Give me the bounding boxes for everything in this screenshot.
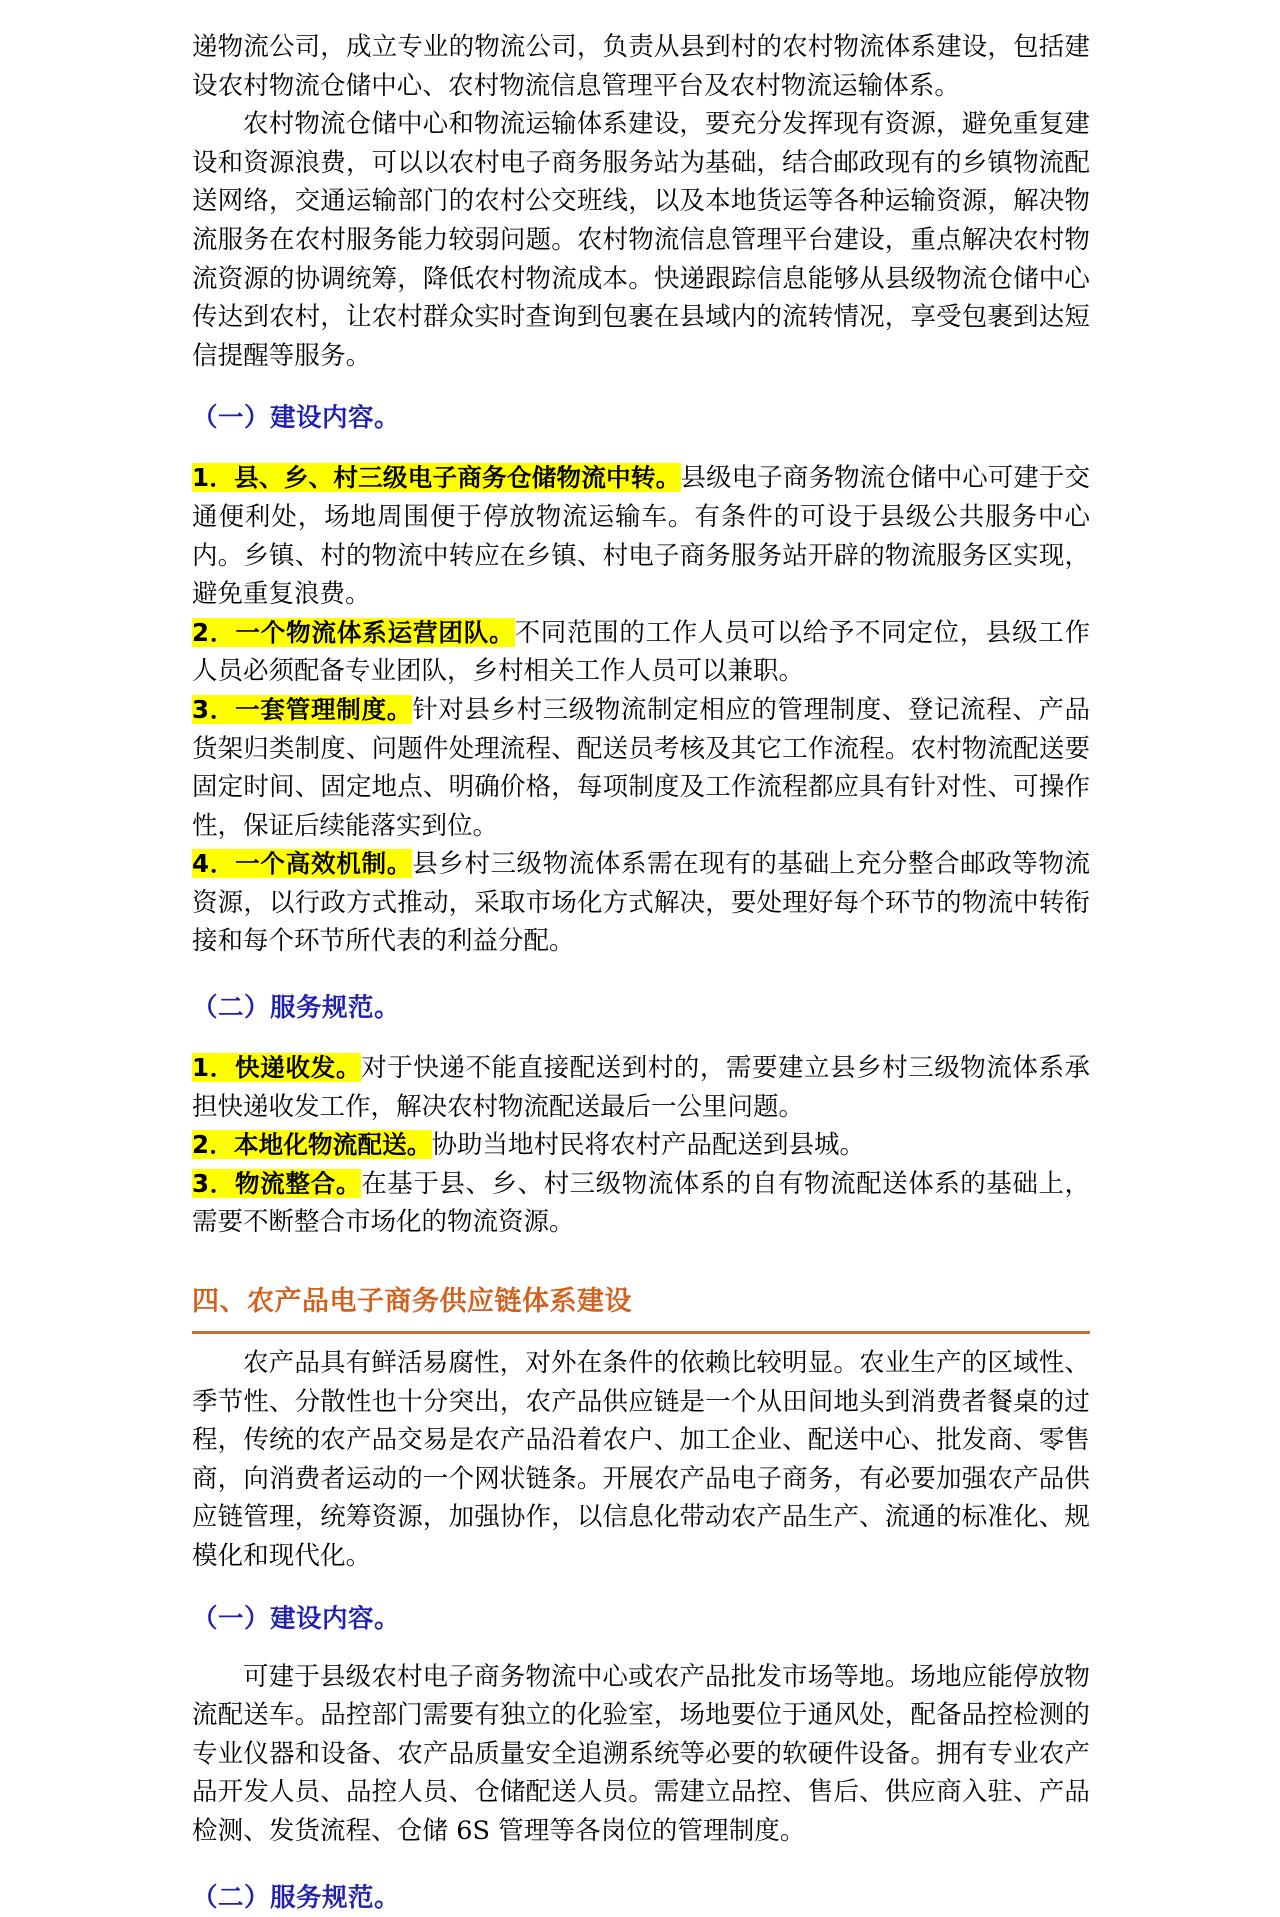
heading-paren: （一） (192, 403, 271, 434)
paragraph-logistics-resources: 农村物流仓储中心和物流运输体系建设，要充分发挥现有资源，避免重复建设和资源浪费，可以以农村电子商务服务站为基础，结合邮政现有的乡镇物流配送网络，交通运输部门的农村公交班线，以及本地货运等各种运输资源，解决物流服务在农村服务能力较弱问题。农村物流信息管理平台建设，重点解决农村物流资源的协调统筹，降低农村物流成本。快递跟踪信息能够从县级物流仓储中心传达到农村，让农村群众实时查询到包裹在县域内的流转情况，享受包裹到达短信提醒等服务。 (192, 109, 1090, 371)
item-marker-highlight: 4．一个高效机制。 (192, 849, 413, 879)
heading-logistics-service-spec (192, 989, 1090, 1027)
heading-supply-chain-service-spec (192, 1879, 1090, 1917)
heading-supply-chain-build-content (192, 1600, 1090, 1638)
list-item (192, 1126, 1090, 1165)
spacer (192, 961, 1090, 989)
item-marker-highlight: 2．本地化物流配送。 (192, 1130, 432, 1160)
list-item (192, 459, 1090, 613)
item-marker-highlight: 1．县、乡、村三级电子商务仓储物流中转。 (192, 463, 681, 493)
paragraph-continuation: 递物流公司，成立专业的物流公司，负责从县到村的农村物流体系建设，包括建设农村物流仓储中心、农村物流信息管理平台及农村物流运输体系。 (192, 32, 1090, 101)
item-marker-highlight: 3．物流整合。 (192, 1168, 362, 1198)
item-body: 协助当地村民将农村产品配送到县城。 (431, 1130, 866, 1161)
heading-supply-chain-section: 四、农产品电子商务供应链体系建设 (192, 1286, 632, 1318)
item-body: 县乡村三级物流体系需在现有的基础上充分整合邮政等物流资源，以行政方式推动，采取市场化方式解决，要处理好每个环节的物流中转衔接和每个环节所代表的利益分配。 (192, 849, 1090, 957)
heading-paren: （一） (192, 1603, 271, 1634)
item-body: 县级电子商务物流仓储中心可建于交通便利处，场地周围便于停放物流运输车。有条件的可设于县级公共服务中心内。乡镇、村的物流中转应在乡镇、村电子商务服务站开辟的物流服务区实现，避免重复浪费。 (192, 463, 1090, 610)
spacer (192, 437, 1090, 459)
list-item (192, 1049, 1090, 1126)
list-item (192, 1165, 1090, 1242)
item-marker-highlight: 1．快递收发。 (192, 1053, 362, 1083)
spacer (192, 1242, 1090, 1282)
item-marker-highlight: 2．一个物流体系运营团队。 (192, 617, 515, 647)
list-item (192, 691, 1090, 845)
list-item (192, 845, 1090, 961)
heading-paren: （二） (192, 993, 271, 1024)
spacer (192, 1334, 1090, 1344)
heading-label: 服务规范。 (270, 1882, 401, 1913)
heading-logistics-build-content (192, 399, 1090, 437)
spacer (192, 1638, 1090, 1658)
paragraph-supply-chain-build: 可建于县级农村电子商务物流中心或农产品批发市场等地。场地应能停放物流配送车。品控部门需要有独立的化验室，场地要位于通风处，配备品控检测的专业仪器和设备、农产品质量安全追溯系统等必要的软硬件设备。拥有专业农产品开发人员、品控人员、仓储配送人员。需建立品控、售后、供应商入驻、产品检测、发货流程、仓储 6S 管理等各岗位的管理制度。 (192, 1661, 1090, 1846)
item-body: 对于快递不能直接配送到村的，需要建立县乡村三级物流体系承担快递收发工作，解决农村物流配送最后一公里问题。 (192, 1053, 1090, 1122)
spacer (192, 1027, 1090, 1049)
item-body: 不同范围的工作人员可以给予不同定位，县级工作人员必须配备专业团队，乡村相关工作人员可以兼职。 (192, 617, 1090, 687)
list-item (192, 614, 1090, 691)
item-body: 在基于县、乡、村三级物流体系的自有物流配送体系的基础上，需要不断整合市场化的物流资源。 (192, 1168, 1090, 1238)
document-content (192, 28, 1090, 1917)
spacer (192, 1851, 1090, 1879)
spacer (192, 375, 1090, 399)
item-body: 针对县乡村三级物流制定相应的管理制度、登记流程、产品货架归类制度、问题件处理流程、配送员考核及其它工作流程。农村物流配送要固定时间、固定地点、明确价格，每项制度及工作流程都应具有针对性、可操作性，保证后续能落实到位。 (192, 694, 1090, 841)
spacer (192, 1576, 1090, 1600)
item-marker-highlight: 3．一套管理制度。 (192, 694, 413, 724)
heading-label: 建设内容。 (270, 1603, 401, 1634)
heading-label: 建设内容。 (270, 403, 401, 434)
heading-label: 服务规范。 (270, 993, 401, 1024)
heading-paren: （二） (192, 1882, 271, 1913)
paragraph-supply-chain-intro: 农产品具有鲜活易腐性，对外在条件的依赖比较明显。农业生产的区域性、季节性、分散性也十分突出，农产品供应链是一个从田间地头到消费者餐桌的过程，传统的农产品交易是农产品沿着农户、加工企业、配送中心、批发商、零售商，向消费者运动的一个网状链条。开展农产品电子商务，有必要加强农产品供应链管理，统筹资源，加强协作，以信息化带动农产品生产、流通的标准化、规模化和现代化。 (192, 1348, 1090, 1571)
